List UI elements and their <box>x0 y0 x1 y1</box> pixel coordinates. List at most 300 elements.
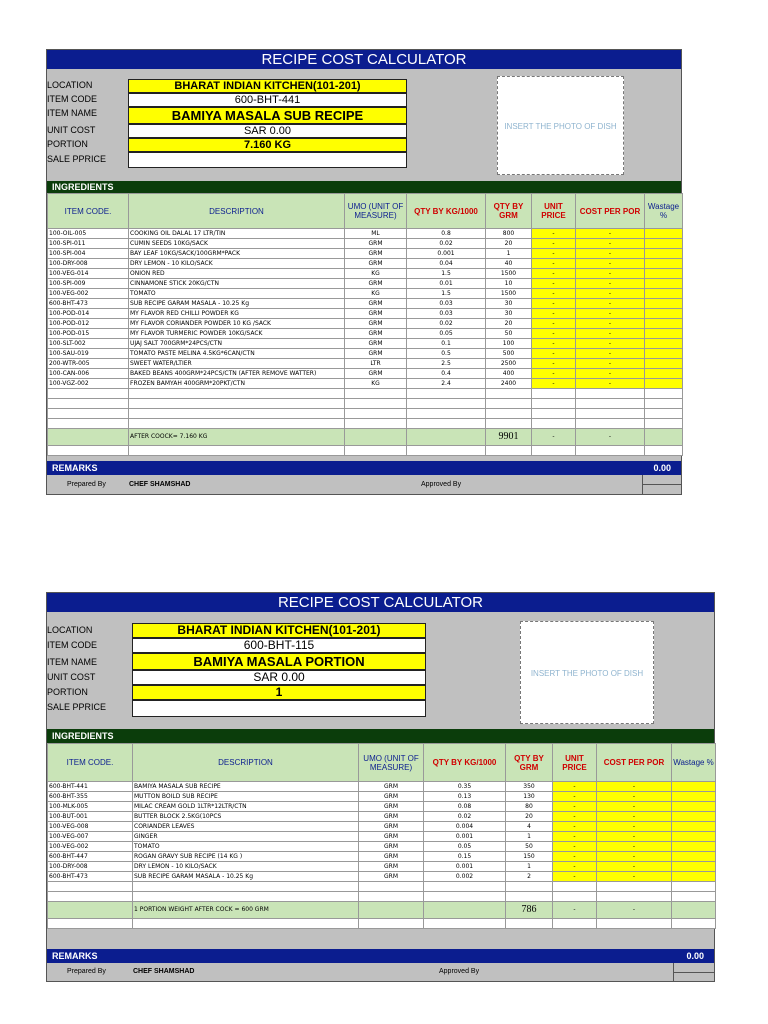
empty-cell[interactable] <box>48 882 133 892</box>
ingredient-unit-price[interactable]: - <box>553 802 597 812</box>
ingredient-description[interactable]: BAKED BEANS 400GRM*24PCS/CTN (AFTER REMOVE WATTER) <box>129 369 345 379</box>
ingredient-qty-kg[interactable]: 0.4 <box>407 369 486 379</box>
ingredient-code[interactable]: 100-SAU-019 <box>48 349 129 359</box>
ingredient-description[interactable]: DRY LEMON - 10 KILO/SACK <box>133 862 359 872</box>
portion-label: PORTION <box>47 687 88 697</box>
empty-cell[interactable] <box>424 892 506 902</box>
ingredient-unit-price[interactable]: - <box>532 359 576 369</box>
ingredient-umo[interactable]: KG <box>345 289 407 299</box>
ingredient-unit-price[interactable]: - <box>532 319 576 329</box>
empty-cell[interactable] <box>48 389 129 399</box>
approval-box[interactable] <box>673 963 714 981</box>
portion-value[interactable]: 7.160 KG <box>128 138 407 152</box>
table-row <box>48 339 683 349</box>
empty-cell[interactable] <box>576 399 645 409</box>
ingredient-unit-price[interactable]: - <box>553 842 597 852</box>
ingredient-description[interactable]: UJAJ SALT 700GRM*24PCS/CTN <box>129 339 345 349</box>
empty-cell[interactable] <box>345 409 407 419</box>
ingredient-cost[interactable]: - <box>597 802 672 812</box>
ingredient-unit-price[interactable]: - <box>532 259 576 269</box>
ingredient-cost[interactable]: - <box>576 329 645 339</box>
ingredient-qty-grm[interactable]: 50 <box>486 329 532 339</box>
ingredient-cost[interactable]: - <box>597 822 672 832</box>
ingredient-qty-grm[interactable]: 80 <box>506 802 553 812</box>
ingredient-code[interactable]: 100-VEG-007 <box>48 832 133 842</box>
table-row <box>48 229 683 239</box>
ingredient-qty-grm[interactable]: 40 <box>486 259 532 269</box>
ingredient-cost[interactable]: - <box>576 299 645 309</box>
ingredient-cost[interactable]: - <box>576 229 645 239</box>
empty-cell[interactable] <box>424 882 506 892</box>
ingredient-unit-price[interactable]: - <box>532 349 576 359</box>
empty-cell[interactable] <box>407 389 486 399</box>
ingredient-code[interactable]: 100-VEG-008 <box>48 822 133 832</box>
ingredient-umo[interactable]: GRM <box>345 339 407 349</box>
sale-price-label: SALE PPRICE <box>47 702 107 712</box>
ingredient-wastage[interactable] <box>645 249 683 259</box>
ingredient-cost[interactable]: - <box>576 339 645 349</box>
ingredient-qty-grm[interactable]: 2500 <box>486 359 532 369</box>
ingredient-code[interactable]: 100-VGZ-002 <box>48 379 129 389</box>
col-qty-kg: QTY BY KG/1000 <box>424 744 506 782</box>
empty-cell[interactable] <box>345 399 407 409</box>
ingredient-qty-grm[interactable]: 500 <box>486 349 532 359</box>
ingredient-code[interactable]: 600-BHT-473 <box>48 872 133 882</box>
ingredient-umo[interactable]: GRM <box>345 239 407 249</box>
empty-cell[interactable] <box>553 882 597 892</box>
ingredient-code[interactable]: 100-BUT-001 <box>48 812 133 822</box>
ingredient-qty-kg[interactable]: 0.03 <box>407 309 486 319</box>
empty-cell[interactable] <box>129 419 345 429</box>
ingredient-wastage[interactable] <box>645 349 683 359</box>
ingredient-qty-grm[interactable]: 350 <box>506 782 553 792</box>
ingredient-code[interactable]: 100-SPI-009 <box>48 279 129 289</box>
ingredient-description[interactable]: ONION RED <box>129 269 345 279</box>
ingredient-unit-price[interactable]: - <box>532 309 576 319</box>
ingredient-qty-kg[interactable]: 0.001 <box>407 249 486 259</box>
ingredient-code[interactable]: 100-CAN-006 <box>48 369 129 379</box>
ingredient-code[interactable]: 100-OIL-005 <box>48 229 129 239</box>
ingredient-umo[interactable]: GRM <box>345 329 407 339</box>
ingredient-code[interactable]: 100-MLK-005 <box>48 802 133 812</box>
empty-cell[interactable] <box>345 389 407 399</box>
ingredient-umo[interactable]: ML <box>345 229 407 239</box>
ingredient-cost[interactable]: - <box>576 279 645 289</box>
ingredient-code[interactable]: 600-BHT-355 <box>48 792 133 802</box>
empty-cell[interactable] <box>597 882 672 892</box>
empty-cell[interactable] <box>407 399 486 409</box>
empty-cell[interactable] <box>486 389 532 399</box>
ingredient-cost[interactable]: - <box>597 872 672 882</box>
ingredient-wastage[interactable] <box>672 782 716 792</box>
ingredient-umo[interactable]: KG <box>345 379 407 389</box>
ingredient-qty-kg[interactable]: 0.05 <box>407 329 486 339</box>
table-row <box>48 379 683 389</box>
ingredient-qty-grm[interactable]: 1 <box>506 862 553 872</box>
ingredient-cost[interactable]: - <box>576 249 645 259</box>
empty-cell[interactable] <box>645 399 683 409</box>
ingredient-cost[interactable]: - <box>576 309 645 319</box>
empty-cell[interactable] <box>48 409 129 419</box>
empty-cell[interactable] <box>672 892 716 902</box>
empty-cell[interactable] <box>48 399 129 409</box>
total-row <box>48 902 716 919</box>
ingredient-unit-price[interactable]: - <box>532 369 576 379</box>
ingredient-qty-kg[interactable]: 0.03 <box>407 299 486 309</box>
ingredient-umo[interactable]: GRM <box>345 279 407 289</box>
total-cost: - <box>576 429 645 446</box>
ingredient-wastage[interactable] <box>645 329 683 339</box>
ingredient-description[interactable]: DRY LEMON - 10 KILO/SACK <box>129 259 345 269</box>
ingredient-qty-grm[interactable]: 20 <box>506 812 553 822</box>
ingredient-unit-price[interactable]: - <box>532 229 576 239</box>
ingredient-cost[interactable]: - <box>576 369 645 379</box>
ingredient-unit-price[interactable]: - <box>553 872 597 882</box>
empty-cell[interactable] <box>129 389 345 399</box>
ingredient-umo[interactable]: GRM <box>359 872 424 882</box>
ingredient-description[interactable]: ROGAN GRAVY SUB RECIPE (14 KG ) <box>133 852 359 862</box>
ingredient-wastage[interactable] <box>672 832 716 842</box>
empty-cell[interactable] <box>359 882 424 892</box>
portion-label: PORTION <box>47 139 88 149</box>
ingredient-wastage[interactable] <box>672 852 716 862</box>
ingredient-qty-kg[interactable]: 0.02 <box>424 812 506 822</box>
ingredient-description[interactable]: FROZEN BAMYAH 400GRM*20PKT/CTN <box>129 379 345 389</box>
ingredient-qty-kg[interactable]: 0.5 <box>407 349 486 359</box>
ingredient-qty-grm[interactable]: 2400 <box>486 379 532 389</box>
ingredient-description[interactable]: TOMATO <box>133 842 359 852</box>
ingredient-umo[interactable]: GRM <box>359 802 424 812</box>
ingredient-qty-kg[interactable]: 0.13 <box>424 792 506 802</box>
empty-cell[interactable] <box>129 409 345 419</box>
empty-cell[interactable] <box>486 419 532 429</box>
location-value[interactable]: BHARAT INDIAN KITCHEN(101-201) <box>132 623 426 638</box>
ingredient-qty-kg[interactable]: 0.001 <box>424 862 506 872</box>
ingredient-description[interactable]: MY FLAVOR RED CHILLI POWDER KG <box>129 309 345 319</box>
ingredient-wastage[interactable] <box>645 359 683 369</box>
ingredient-wastage[interactable] <box>645 269 683 279</box>
ingredient-qty-grm[interactable]: 20 <box>486 239 532 249</box>
ingredient-umo[interactable]: GRM <box>359 782 424 792</box>
ingredient-qty-kg[interactable]: 0.15 <box>424 852 506 862</box>
ingredient-code[interactable]: 100-SLT-002 <box>48 339 129 349</box>
ingredient-description[interactable]: BUTTER BLOCK 2.5KG(10PCS <box>133 812 359 822</box>
ingredient-qty-grm[interactable]: 20 <box>486 319 532 329</box>
ingredient-qty-grm[interactable]: 50 <box>506 842 553 852</box>
ingredient-qty-grm[interactable]: 400 <box>486 369 532 379</box>
ingredient-unit-price[interactable]: - <box>553 822 597 832</box>
ingredient-description[interactable]: MILAC CREAM GOLD 1LTR*12LTR/CTN <box>133 802 359 812</box>
ingredient-cost[interactable]: - <box>576 259 645 269</box>
ingredient-qty-grm[interactable]: 1 <box>486 249 532 259</box>
empty-cell[interactable] <box>645 389 683 399</box>
ingredient-description[interactable]: BAY LEAF 10KG/SACK/100GRM*PACK <box>129 249 345 259</box>
ingredient-code[interactable]: 600-BHT-441 <box>48 782 133 792</box>
ingredient-code[interactable]: 200-WTR-005 <box>48 359 129 369</box>
ingredient-wastage[interactable] <box>645 309 683 319</box>
remarks-amount: 0.00 <box>653 463 671 473</box>
ingredient-wastage[interactable] <box>645 229 683 239</box>
empty-cell[interactable] <box>532 389 576 399</box>
ingredient-umo[interactable]: GRM <box>359 792 424 802</box>
ingredient-unit-price[interactable]: - <box>532 379 576 389</box>
empty-cell[interactable] <box>359 892 424 902</box>
col-description: DESCRIPTION <box>133 744 359 782</box>
location-value[interactable]: BHARAT INDIAN KITCHEN(101-201) <box>128 79 407 93</box>
ingredient-qty-grm[interactable]: 1500 <box>486 289 532 299</box>
empty-cell[interactable] <box>486 399 532 409</box>
ingredient-unit-price[interactable]: - <box>532 239 576 249</box>
ingredient-description[interactable]: MY FLAVOR TURMERIC POWDER 10KG/SACK <box>129 329 345 339</box>
approval-box[interactable] <box>642 475 681 494</box>
empty-cell[interactable] <box>506 892 553 902</box>
ingredient-wastage[interactable] <box>645 319 683 329</box>
ingredient-umo[interactable]: GRM <box>359 842 424 852</box>
empty-cell[interactable] <box>576 419 645 429</box>
table-row <box>48 269 683 279</box>
sale-price-value[interactable] <box>132 700 426 717</box>
table-row <box>48 239 683 249</box>
table-row <box>48 862 716 872</box>
ingredient-code[interactable]: 100-POD-015 <box>48 329 129 339</box>
total-price: - <box>553 902 597 919</box>
ingredient-cost[interactable]: - <box>576 359 645 369</box>
ingredient-umo[interactable]: GRM <box>345 349 407 359</box>
ingredient-umo[interactable]: KG <box>345 269 407 279</box>
empty-cell[interactable] <box>532 399 576 409</box>
unit-cost-value[interactable]: SAR 0.00 <box>132 670 426 685</box>
empty-cell[interactable] <box>597 892 672 902</box>
ingredient-unit-price[interactable]: - <box>532 289 576 299</box>
ingredient-unit-price[interactable]: - <box>532 339 576 349</box>
ingredient-unit-price[interactable]: - <box>532 249 576 259</box>
ingredient-qty-kg[interactable]: 0.001 <box>424 832 506 842</box>
empty-cell[interactable] <box>532 419 576 429</box>
col-unit-price: UNIT PRICE <box>532 194 576 229</box>
ingredient-code[interactable]: 100-DRY-008 <box>48 259 129 269</box>
ingredient-unit-price[interactable]: - <box>553 812 597 822</box>
ingredient-umo[interactable]: GRM <box>359 812 424 822</box>
unit-cost-label: UNIT COST <box>47 672 96 682</box>
ingredient-cost[interactable]: - <box>576 239 645 249</box>
ingredient-wastage[interactable] <box>645 339 683 349</box>
ingredient-unit-price[interactable]: - <box>532 329 576 339</box>
ingredient-cost[interactable]: - <box>597 852 672 862</box>
ingredient-description[interactable]: TOMATO <box>129 289 345 299</box>
ingredient-qty-grm[interactable]: 130 <box>506 792 553 802</box>
empty-cell[interactable] <box>48 892 133 902</box>
item-name-value[interactable]: BAMIYA MASALA SUB RECIPE <box>128 107 407 124</box>
empty-cell[interactable] <box>672 882 716 892</box>
ingredient-wastage[interactable] <box>672 802 716 812</box>
table-row <box>48 279 683 289</box>
empty-cell[interactable] <box>129 399 345 409</box>
ingredient-qty-grm[interactable]: 100 <box>486 339 532 349</box>
ingredient-unit-price[interactable]: - <box>553 852 597 862</box>
remarks-bar <box>47 461 681 475</box>
ingredient-unit-price[interactable]: - <box>532 299 576 309</box>
ingredient-description[interactable]: BAMIYA MASALA SUB RECIPE <box>133 782 359 792</box>
ingredient-wastage[interactable] <box>645 379 683 389</box>
ingredient-cost[interactable]: - <box>576 289 645 299</box>
ingredient-description[interactable]: MY FLAVOR CORIANDER POWDER 10 KG /SACK <box>129 319 345 329</box>
total-row <box>48 429 683 446</box>
prepared-by-label: Prepared By <box>67 968 106 975</box>
table-row <box>48 359 683 369</box>
ingredient-code[interactable]: 100-SPI-004 <box>48 249 129 259</box>
ingredient-cost[interactable]: - <box>576 319 645 329</box>
ingredient-qty-grm[interactable]: 2 <box>506 872 553 882</box>
ingredient-umo[interactable]: GRM <box>359 832 424 842</box>
item-code-value[interactable]: 600-BHT-115 <box>132 638 426 653</box>
ingredient-qty-grm[interactable]: 1 <box>506 832 553 842</box>
ingredient-wastage[interactable] <box>672 812 716 822</box>
ingredient-qty-kg[interactable]: 1.5 <box>407 289 486 299</box>
ingredient-umo[interactable]: GRM <box>345 299 407 309</box>
col-umo: UMO (UNIT OF MEASURE) <box>359 744 424 782</box>
ingredient-umo[interactable]: GRM <box>345 259 407 269</box>
ingredient-umo[interactable]: GRM <box>345 369 407 379</box>
ingredient-code[interactable]: 100-SPI-011 <box>48 239 129 249</box>
ingredient-code[interactable]: 100-POD-014 <box>48 309 129 319</box>
ingredient-qty-kg[interactable]: 0.04 <box>407 259 486 269</box>
ingredient-qty-kg[interactable]: 0.02 <box>407 239 486 249</box>
ingredient-qty-kg[interactable]: 2.5 <box>407 359 486 369</box>
ingredient-wastage[interactable] <box>645 279 683 289</box>
item-code-value[interactable]: 600-BHT-441 <box>128 93 407 107</box>
ingredient-description[interactable]: CINNAMONE STICK 20KG/CTN <box>129 279 345 289</box>
ingredient-umo[interactable]: GRM <box>345 309 407 319</box>
ingredient-code[interactable]: 100-DRY-008 <box>48 862 133 872</box>
empty-cell[interactable] <box>532 409 576 419</box>
ingredient-description[interactable]: MUTTON BOILD SUB RECIPE <box>133 792 359 802</box>
ingredient-qty-grm[interactable]: 4 <box>506 822 553 832</box>
ingredient-qty-kg[interactable]: 0.002 <box>424 872 506 882</box>
ingredient-qty-kg[interactable]: 0.05 <box>424 842 506 852</box>
ingredient-description[interactable]: CUMIN SEEDS 10KG/SACK <box>129 239 345 249</box>
ingredient-description[interactable]: SUB RECIPE GARAM MASALA - 10.25 Kg <box>133 872 359 882</box>
ingredient-qty-kg[interactable]: 2.4 <box>407 379 486 389</box>
empty-cell[interactable] <box>133 882 359 892</box>
ingredient-cost[interactable]: - <box>597 812 672 822</box>
ingredient-description[interactable]: TOMATO PASTE MELINA 4.5KG*6CAN/CTN <box>129 349 345 359</box>
empty-cell[interactable] <box>576 409 645 419</box>
ingredient-qty-kg[interactable]: 1.5 <box>407 269 486 279</box>
empty-cell[interactable] <box>407 409 486 419</box>
empty-cell[interactable] <box>553 892 597 902</box>
ingredient-code[interactable]: 100-VEG-002 <box>48 842 133 852</box>
dish-photo-placeholder[interactable]: INSERT THE PHOTO OF DISH <box>520 621 654 724</box>
ingredient-qty-grm[interactable]: 800 <box>486 229 532 239</box>
ingredient-code[interactable]: 600-BHT-473 <box>48 299 129 309</box>
ingredient-umo[interactable]: LTR <box>345 359 407 369</box>
ingredient-wastage[interactable] <box>645 239 683 249</box>
ingredient-cost[interactable]: - <box>597 792 672 802</box>
ingredient-unit-price[interactable]: - <box>553 832 597 842</box>
ingredient-wastage[interactable] <box>672 822 716 832</box>
ingredient-cost[interactable]: - <box>597 842 672 852</box>
ingredient-cost[interactable]: - <box>576 269 645 279</box>
ingredient-description[interactable]: SWEET WATER/LTIER <box>129 359 345 369</box>
table-row <box>48 349 683 359</box>
table-row <box>48 792 716 802</box>
portion-value[interactable]: 1 <box>132 685 426 700</box>
ingredient-wastage[interactable] <box>645 369 683 379</box>
ingredient-qty-grm[interactable]: 150 <box>506 852 553 862</box>
ingredient-wastage[interactable] <box>645 299 683 309</box>
empty-cell[interactable] <box>576 389 645 399</box>
ingredient-qty-grm[interactable]: 30 <box>486 299 532 309</box>
ingredient-unit-price[interactable]: - <box>532 279 576 289</box>
dish-photo-placeholder[interactable]: INSERT THE PHOTO OF DISH <box>497 76 624 175</box>
ingredient-wastage[interactable] <box>672 862 716 872</box>
empty-cell[interactable] <box>486 409 532 419</box>
ingredient-cost[interactable]: - <box>597 782 672 792</box>
empty-cell[interactable] <box>133 892 359 902</box>
ingredient-code[interactable]: 100-VEG-002 <box>48 289 129 299</box>
empty-cell[interactable] <box>645 409 683 419</box>
ingredient-unit-price[interactable]: - <box>532 269 576 279</box>
ingredient-qty-kg[interactable]: 0.004 <box>424 822 506 832</box>
ingredient-unit-price[interactable]: - <box>553 792 597 802</box>
ingredient-description[interactable]: SUB RECIPE GARAM MASALA - 10.25 Kg <box>129 299 345 309</box>
ingredient-umo[interactable]: GRM <box>345 249 407 259</box>
ingredient-cost[interactable]: - <box>576 349 645 359</box>
ingredient-umo[interactable]: GRM <box>359 822 424 832</box>
ingredient-code[interactable]: 100-POD-012 <box>48 319 129 329</box>
ingredient-wastage[interactable] <box>645 289 683 299</box>
ingredient-description[interactable]: CORIANDER LEAVES <box>133 822 359 832</box>
empty-cell[interactable] <box>506 882 553 892</box>
ingredient-qty-grm[interactable]: 1500 <box>486 269 532 279</box>
ingredient-umo[interactable]: GRM <box>345 319 407 329</box>
empty-cell[interactable] <box>407 419 486 429</box>
ingredient-cost[interactable]: - <box>597 832 672 842</box>
ingredient-umo[interactable]: GRM <box>359 852 424 862</box>
empty-cell[interactable] <box>645 419 683 429</box>
sale-price-label: SALE PPRICE <box>47 154 107 164</box>
signature-row <box>47 963 714 981</box>
ingredient-cost[interactable]: - <box>597 862 672 872</box>
ingredient-wastage[interactable] <box>645 259 683 269</box>
ingredient-wastage[interactable] <box>672 872 716 882</box>
empty-cell[interactable] <box>48 419 129 429</box>
ingredient-code[interactable]: 600-BHT-447 <box>48 852 133 862</box>
ingredient-qty-kg[interactable]: 0.8 <box>407 229 486 239</box>
ingredient-unit-price[interactable]: - <box>553 862 597 872</box>
ingredient-description[interactable]: GINGER <box>133 832 359 842</box>
ingredient-qty-kg[interactable]: 0.01 <box>407 279 486 289</box>
sale-price-value[interactable] <box>128 152 407 168</box>
item-code-label: ITEM CODE <box>47 640 98 650</box>
ingredient-qty-kg[interactable]: 0.35 <box>424 782 506 792</box>
ingredient-wastage[interactable] <box>672 792 716 802</box>
unit-cost-value[interactable]: SAR 0.00 <box>128 124 407 138</box>
empty-cell[interactable] <box>345 419 407 429</box>
ingredient-qty-kg[interactable]: 0.1 <box>407 339 486 349</box>
ingredient-cost[interactable]: - <box>576 379 645 389</box>
ingredient-description[interactable]: COOKING OIL DALAL 17 LTR/TIN <box>129 229 345 239</box>
ingredient-wastage[interactable] <box>672 842 716 852</box>
ingredient-umo[interactable]: GRM <box>359 862 424 872</box>
ingredient-qty-grm[interactable]: 10 <box>486 279 532 289</box>
item-name-value[interactable]: BAMIYA MASALA PORTION <box>132 653 426 670</box>
ingredient-qty-grm[interactable]: 30 <box>486 309 532 319</box>
ingredient-code[interactable]: 100-VEG-014 <box>48 269 129 279</box>
ingredient-qty-kg[interactable]: 0.08 <box>424 802 506 812</box>
ingredient-unit-price[interactable]: - <box>553 782 597 792</box>
ingredient-qty-kg[interactable]: 0.02 <box>407 319 486 329</box>
